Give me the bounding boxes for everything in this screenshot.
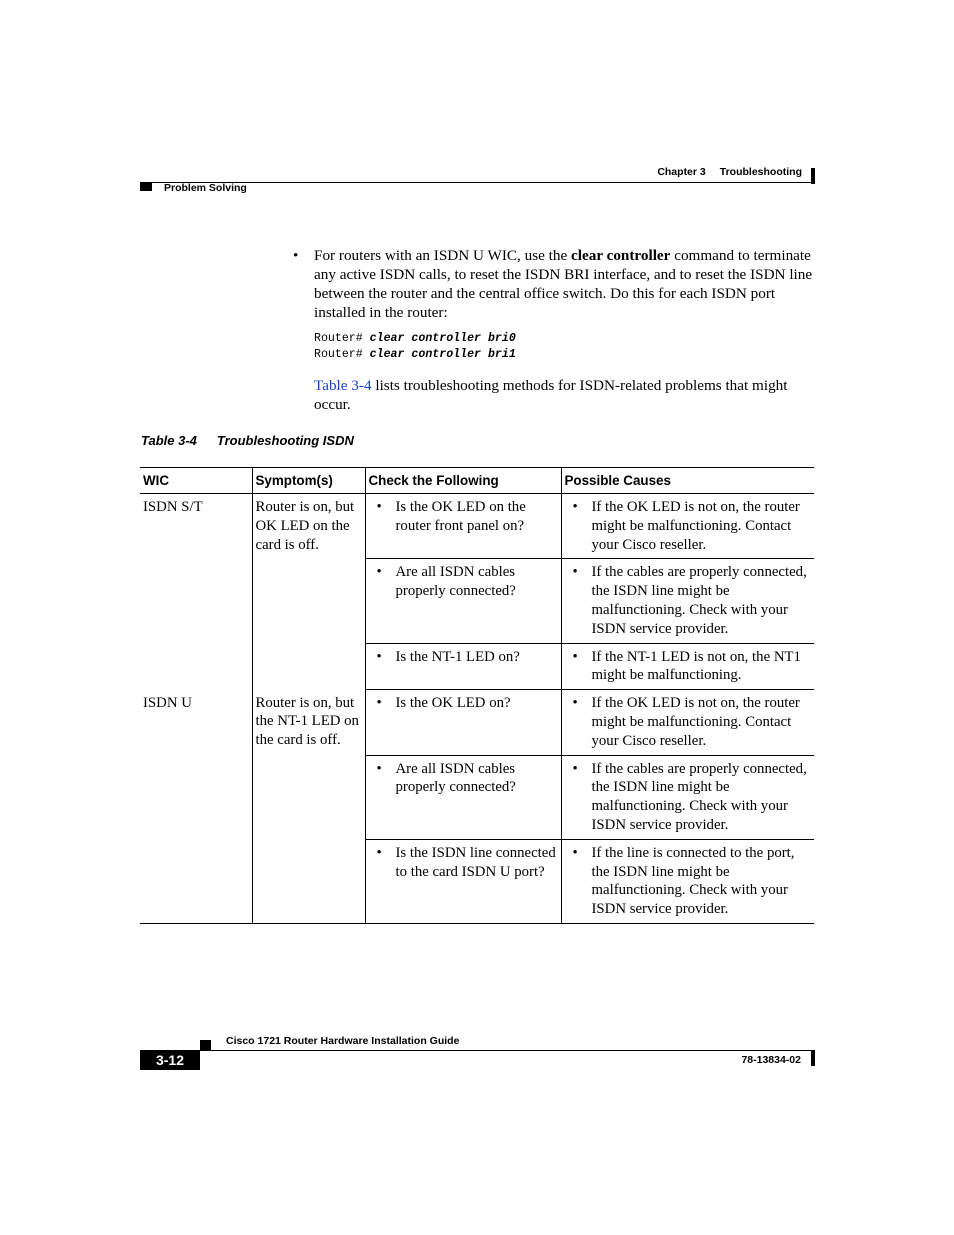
running-header — [657, 166, 802, 178]
check-cell: • Is the OK LED on? — [365, 690, 561, 755]
caption-label: Table 3-4 — [141, 433, 197, 448]
bullet-icon: • — [572, 499, 578, 515]
bullet-icon: • — [572, 648, 578, 665]
footer-rule — [140, 1050, 814, 1051]
cause-cell: • If the NT-1 LED is not on, the NT1 might be malfunctioning. — [561, 643, 814, 690]
symptom-cell: Router is on, but OK LED on the card is off. — [252, 494, 365, 690]
cause-cell: • If the line is connected to the port, the ISDN line might be malfunctioning. Check with your ISDN service provider. — [561, 839, 814, 923]
check-cell: • Are all ISDN cables properly connected? — [365, 755, 561, 839]
wic-cell: ISDN S/T — [143, 499, 203, 515]
bullet-icon: • — [572, 844, 578, 861]
check-cell: • Is the NT-1 LED on? — [365, 643, 561, 690]
table-xref-link[interactable]: Table 3-4 — [314, 377, 372, 394]
troubleshooting-table — [140, 467, 814, 924]
check-cell: • Is the ISDN line connected to the card ISDN U port? — [365, 839, 561, 923]
check-cell: • Are all ISDN cables properly connected? — [365, 559, 561, 643]
chapter-number: Chapter 3 — [657, 166, 706, 178]
cause-cell: • If the OK LED is not on, the router might be malfunctioning. Contact your Cisco reseller. — [561, 690, 814, 755]
symptom-cell: Router is on, but the NT-1 LED on the card is off. — [252, 690, 365, 924]
bullet-icon: • — [293, 247, 299, 264]
wic-cell: ISDN U — [140, 690, 252, 924]
table-header-row — [140, 468, 814, 494]
column-header: WIC — [140, 468, 252, 494]
guide-title: Cisco 1721 Router Hardware Installation Guide — [226, 1035, 460, 1047]
bullet-icon: • — [376, 648, 382, 665]
table-row — [140, 690, 814, 755]
bullet-icon: • — [376, 695, 382, 712]
bullet-text: For routers with an ISDN U WIC, use the clear controller command to terminate any active ISDN calls, to reset the ISDN BRI interface, and to reset the ISDN line between the router and the central office switch. Do this for each ISDN port installed in the router: — [314, 247, 813, 321]
bullet-icon: • — [572, 695, 578, 712]
doc-number: 78-13834-02 — [741, 1054, 801, 1066]
bullet-icon: • — [376, 760, 382, 777]
bullet-icon: • — [572, 760, 578, 777]
header-marker-left — [140, 182, 152, 191]
chapter-title: Troubleshooting — [719, 166, 802, 178]
command-name: clear controller — [571, 247, 671, 264]
footer-marker-right — [811, 1050, 815, 1066]
check-cell: • Is the OK LED on the router front panel on? — [365, 494, 561, 559]
table-intro-paragraph: Table 3-4 lists troubleshooting methods for ISDN-related problems that might occur. — [314, 377, 788, 413]
cause-cell: • If the OK LED is not on, the router might be malfunctioning. Contact your Cisco reseller. — [561, 494, 814, 559]
code-line: Router# clear controller bri0 — [314, 332, 516, 345]
column-header: Possible Causes — [561, 468, 814, 494]
column-header: Symptom(s) — [252, 468, 365, 494]
code-line: Router# clear controller bri1 — [314, 348, 516, 361]
cause-cell: • If the cables are properly connected, the ISDN line might be malfunctioning. Check with your ISDN service provider. — [561, 755, 814, 839]
bullet-icon: • — [572, 564, 578, 581]
column-header: Check the Following — [365, 468, 561, 494]
table-row — [140, 494, 814, 559]
cause-cell: • If the cables are properly connected, the ISDN line might be malfunctioning. Check with your ISDN service provider. — [561, 559, 814, 643]
page-number: 3-12 — [140, 1050, 200, 1070]
section-title: Problem Solving — [164, 182, 247, 194]
bullet-icon: • — [376, 564, 382, 581]
table-caption — [141, 433, 354, 448]
bullet-paragraph — [293, 246, 815, 322]
bullet-icon: • — [376, 499, 382, 515]
caption-title: Troubleshooting ISDN — [216, 433, 354, 448]
bullet-icon: • — [376, 844, 382, 861]
